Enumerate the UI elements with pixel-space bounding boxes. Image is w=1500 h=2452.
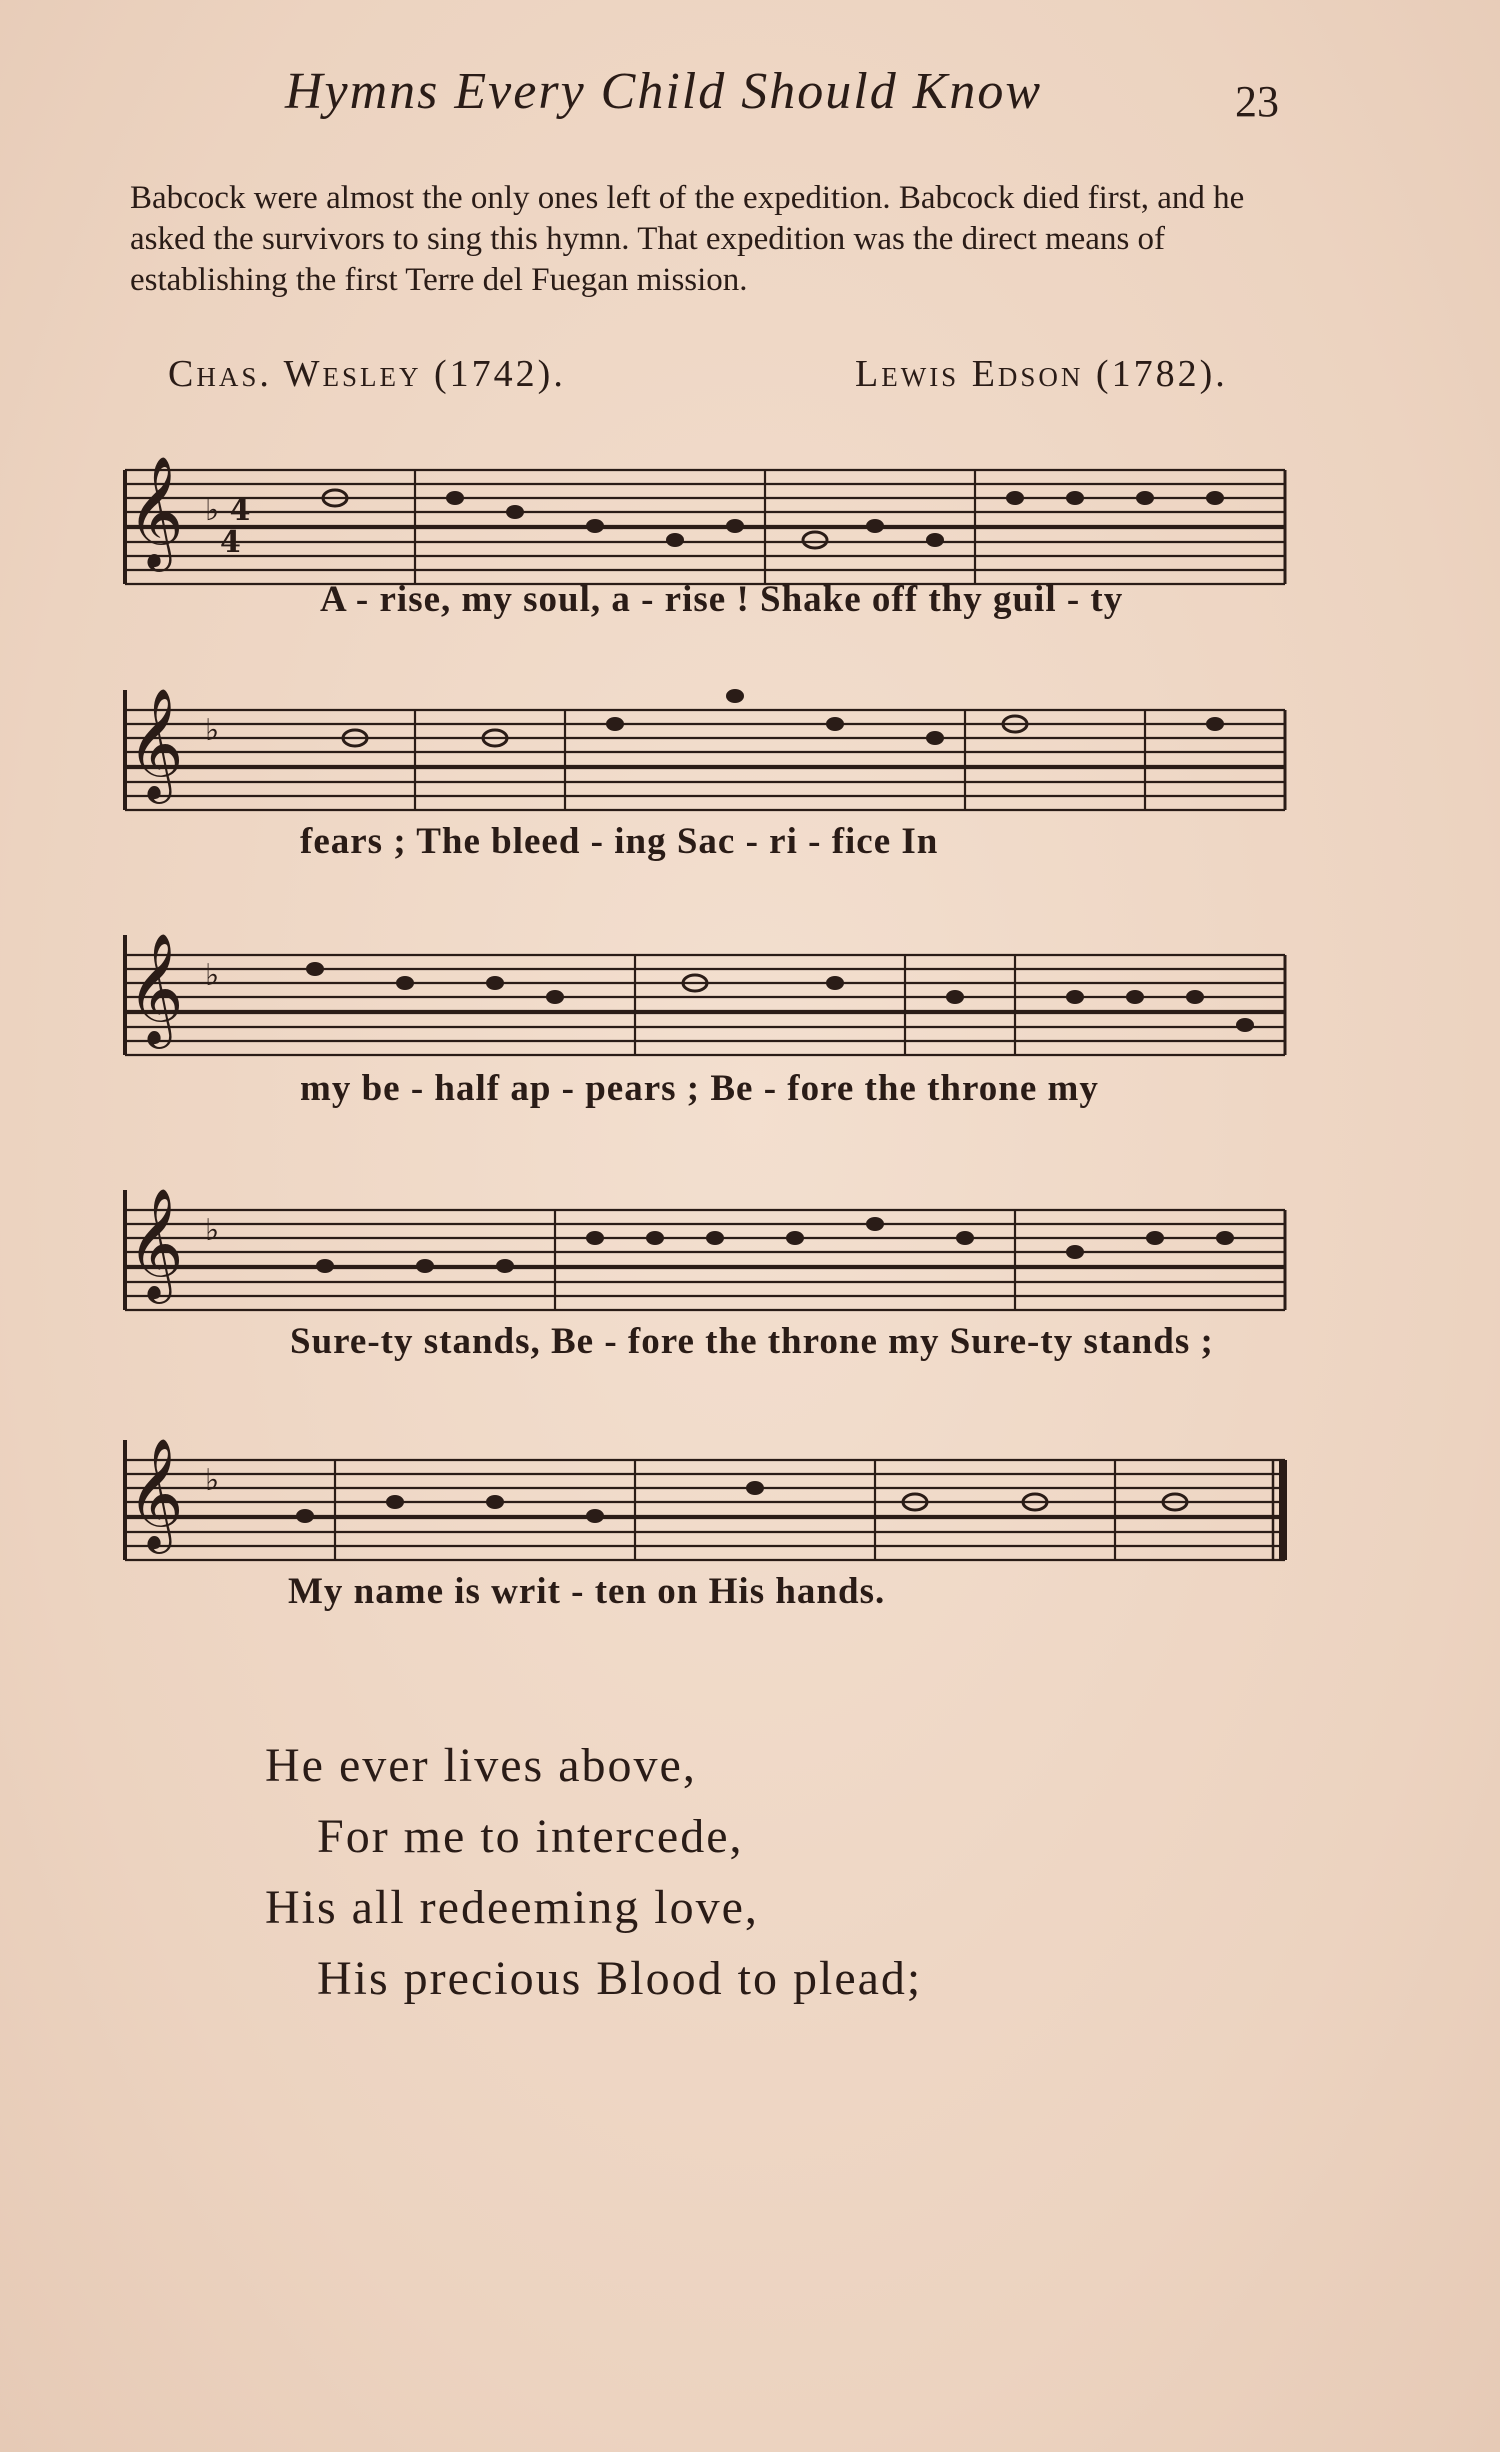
running-header — [0, 62, 1500, 132]
lyric-line-2: fears ; The bleed - ing Sac - ri - fice In — [300, 821, 939, 862]
music-staff — [115, 925, 1295, 1075]
svg-text:♭: ♭ — [205, 1463, 220, 1498]
music-staff — [115, 680, 1295, 830]
intro-paragraph — [130, 178, 1295, 301]
lyric-line-4: Sure-ty stands, Be - fore the throne my Sure-ty stands ; — [290, 1321, 1214, 1362]
hymn-verse — [265, 1730, 1265, 2014]
svg-text:♭ 4: ♭ 4 — [205, 493, 251, 528]
page-number: 23 — [1235, 77, 1279, 126]
lyric-line-5: My name is writ - ten on His hands. — [288, 1571, 886, 1612]
verse-line: For me to intercede, — [317, 1810, 744, 1863]
svg-text:♭: ♭ — [205, 713, 220, 748]
music-staff — [115, 440, 1295, 600]
verse-line: His all redeeming love, — [265, 1881, 759, 1934]
lyric-line-1: A - rise, my soul, a - rise ! Shake off thy guil - ty — [320, 579, 1124, 620]
music-staff — [115, 1430, 1295, 1580]
music-staff — [115, 1180, 1295, 1330]
svg-text:♭: ♭ — [205, 1213, 220, 1248]
lyricist-credit: Chas. Wesley (1742). — [168, 353, 566, 395]
verse-line: His precious Blood to plead; — [317, 1952, 923, 2005]
treble-clef-icon: 𝄞 — [127, 455, 184, 567]
intro-text: Babcock were almost the only ones left of the expedition. Babcock died first, and he asked the survivors to sing this hymn. That expedition was the direct means of establishing the first Terre del Fuegan mission. — [130, 180, 1245, 298]
treble-clef-icon: 𝄞 — [127, 1437, 184, 1549]
lyric-line-3: my be - half ap - pears ; Be - fore the throne my — [300, 1068, 1099, 1109]
book-title: Hymns Every Child Should Know — [285, 63, 1043, 120]
svg-text:♭: ♭ — [205, 958, 220, 993]
attribution-line — [0, 352, 1500, 412]
treble-clef-icon: 𝄞 — [127, 932, 184, 1044]
treble-clef-icon: 𝄞 — [127, 687, 184, 799]
verse-line: He ever lives above, — [265, 1739, 697, 1792]
treble-clef-icon: 𝄞 — [127, 1187, 184, 1299]
composer-credit: Lewis Edson (1782). — [855, 353, 1228, 395]
svg-text:4: 4 — [220, 525, 241, 560]
